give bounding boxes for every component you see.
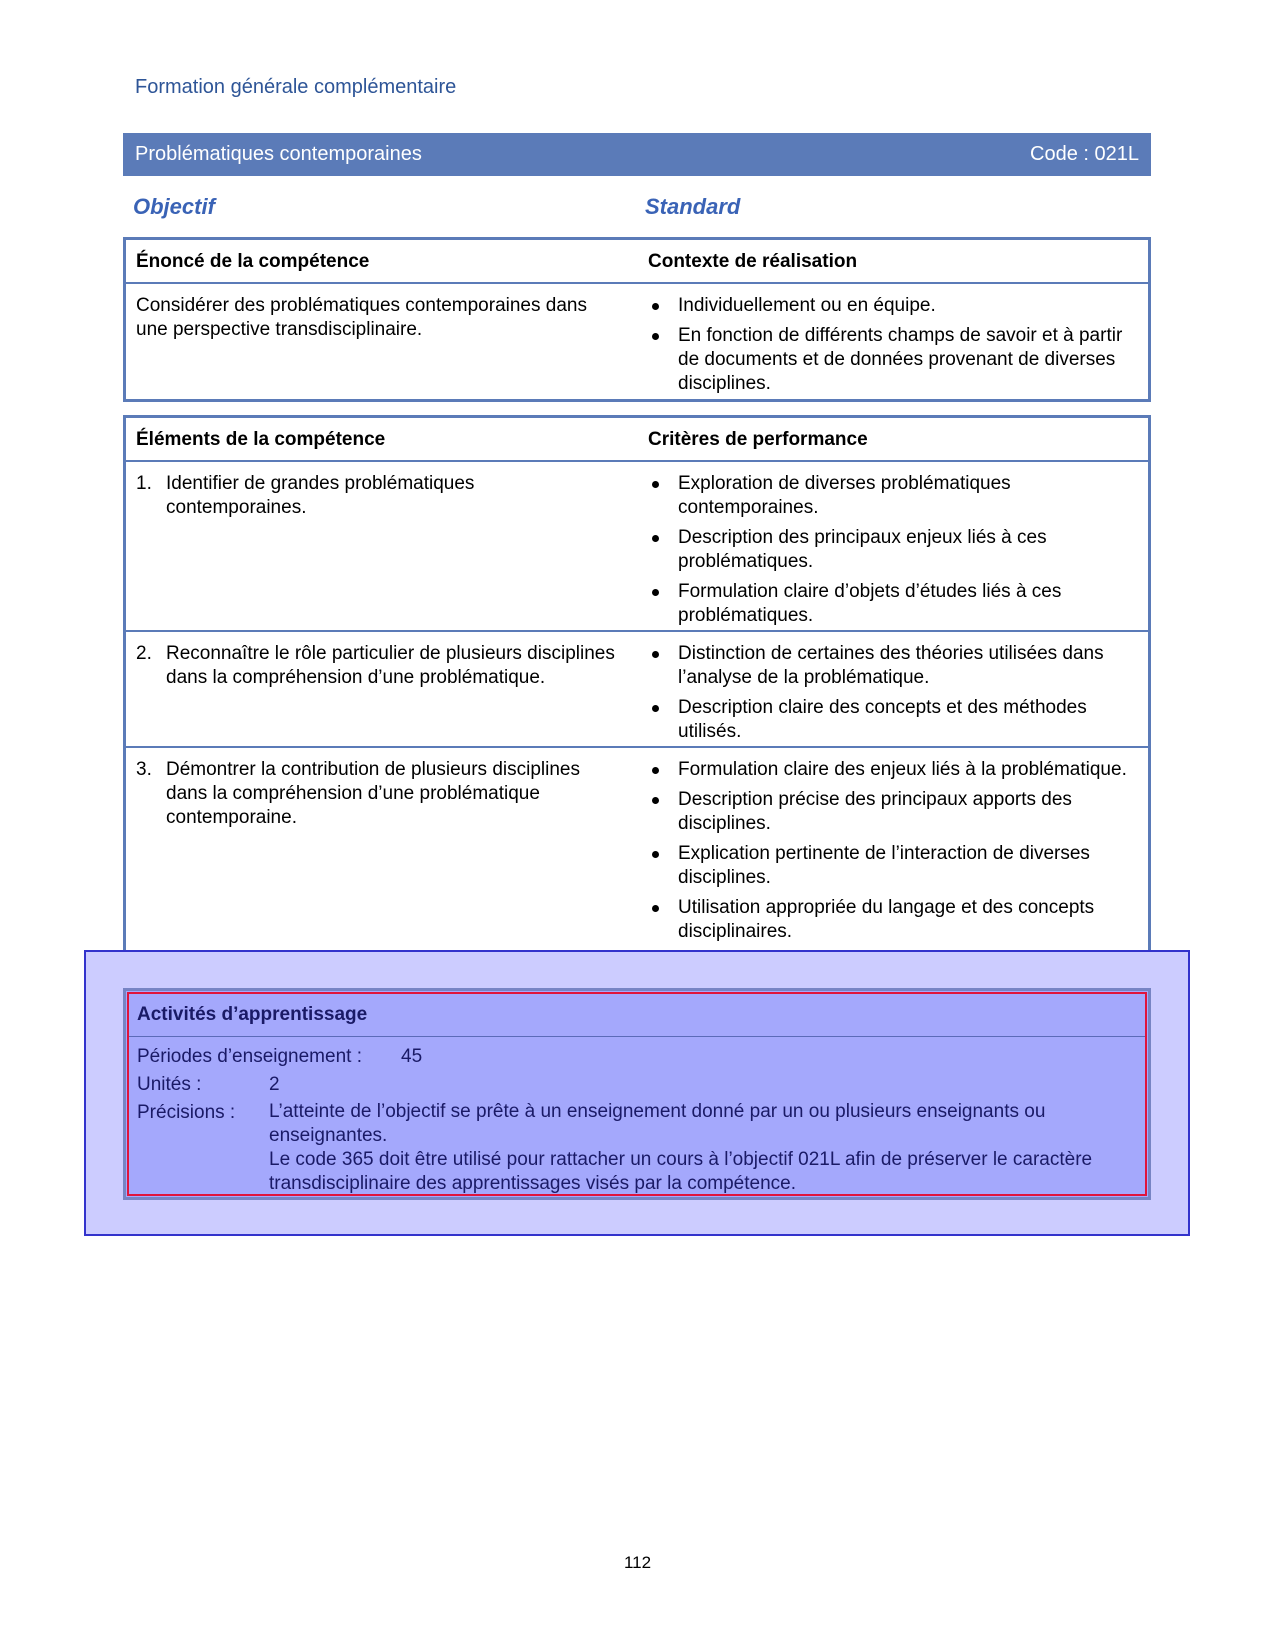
element-number: 1. [136, 473, 152, 494]
context-header: Contexte de réalisation [648, 251, 858, 272]
bullet-icon [648, 896, 678, 944]
objective-heading: Objectif [133, 194, 215, 219]
element-item [136, 472, 616, 520]
criterion-text: Formulation claire des enjeux liés à la problématique. [678, 759, 1127, 780]
criterion-text: Exploration de diverses problématiques contemporaines. [678, 473, 1011, 518]
bullet-icon [648, 788, 678, 836]
list-item [648, 526, 1138, 574]
periods-value: 45 [401, 1046, 423, 1067]
bullet-icon [648, 580, 678, 628]
criterion-text: Formulation claire d’objets d’études liés à ces problématiques. [678, 581, 1062, 626]
bullet-icon [648, 324, 678, 396]
page-number: 112 [623, 1553, 652, 1572]
statement-header: Énoncé de la compétence [136, 251, 370, 272]
elements-header: Éléments de la compétence [136, 429, 386, 450]
table-row [126, 748, 1148, 966]
table-row [126, 462, 1148, 632]
element-text: Démontrer la contribution de plusieurs disciplines dans la compréhension d’une problématique contemporaine. [166, 759, 580, 828]
list-item [648, 842, 1138, 890]
list-item [648, 696, 1138, 744]
precisions-label: Précisions : [137, 1102, 236, 1123]
element-text: Reconnaître le rôle particulier de plusieurs disciplines dans la compréhension d’une problématique. [166, 643, 615, 688]
activities-title: Activités d’apprentissage [137, 1004, 368, 1025]
bullet-icon [648, 526, 678, 574]
list-item [648, 580, 1138, 628]
list-item [648, 294, 1138, 318]
criteria-list [648, 642, 1138, 750]
bullet-icon [648, 472, 678, 520]
bullet-icon [648, 294, 678, 318]
precision-paragraph: Le code 365 doit être utilisé pour rattacher un cours à l’objectif 021L afin de préserver le caractère transdisciplinaire des apprentissages visés par la compétence. [269, 1149, 1093, 1194]
criteria-header: Critères de performance [648, 429, 868, 450]
course-banner [123, 133, 1151, 176]
section-label: Formation générale complémentaire [135, 76, 457, 98]
competence-row [126, 284, 1148, 402]
criteria-list [648, 758, 1138, 950]
course-title: Problématiques contemporaines [135, 143, 422, 165]
bullet-icon [648, 642, 678, 690]
competence-statement: Considérer des problématiques contemporaines dans une perspective transdisciplinaire. [136, 295, 587, 340]
context-text: En fonction de différents champs de savoir et à partir de documents et de données provenant de diverses disciplines. [678, 325, 1123, 394]
elements-box-header [126, 418, 1148, 462]
context-text: Individuellement ou en équipe. [678, 295, 936, 316]
competence-box [123, 237, 1151, 402]
criterion-text: Description claire des concepts et des méthodes utilisés. [678, 697, 1087, 742]
context-list [648, 294, 1138, 402]
units-value: 2 [269, 1074, 280, 1095]
bullet-icon [648, 758, 678, 782]
criterion-text: Description des principaux enjeux liés à ces problématiques. [678, 527, 1047, 572]
list-item [648, 324, 1138, 396]
activities-divider [129, 1036, 1145, 1037]
list-item [648, 896, 1138, 944]
bullet-icon [648, 842, 678, 890]
element-item [136, 642, 616, 690]
criterion-text: Explication pertinente de l’interaction de diverses disciplines. [678, 843, 1090, 888]
elements-box [123, 415, 1151, 965]
table-row [126, 632, 1148, 748]
activities-selection-frame [127, 992, 1147, 1196]
list-item [648, 758, 1138, 782]
criterion-text: Description précise des principaux apports des disciplines. [678, 789, 1072, 834]
list-item [648, 788, 1138, 836]
precisions-text [269, 1100, 1129, 1196]
competence-box-header [126, 240, 1148, 284]
units-label: Unités : [137, 1074, 202, 1095]
bullet-icon [648, 696, 678, 744]
element-number: 3. [136, 759, 152, 780]
standard-heading: Standard [645, 194, 741, 219]
criteria-list [648, 472, 1138, 634]
criterion-text: Distinction de certaines des théories utilisées dans l’analyse de la problématique. [678, 643, 1104, 688]
criterion-text: Utilisation appropriée du langage et des concepts disciplinaires. [678, 897, 1095, 942]
activities-box [123, 988, 1151, 1200]
element-item [136, 758, 616, 830]
precision-paragraph: L’atteinte de l’objectif se prête à un enseignement donné par un ou plusieurs enseignants ou enseignantes. [269, 1101, 1046, 1146]
list-item [648, 642, 1138, 690]
periods-label: Périodes d’enseignement : [137, 1046, 362, 1067]
list-item [648, 472, 1138, 520]
course-code: Code : 021L [1030, 143, 1139, 165]
element-text: Identifier de grandes problématiques contemporaines. [166, 473, 475, 518]
element-number: 2. [136, 643, 152, 664]
